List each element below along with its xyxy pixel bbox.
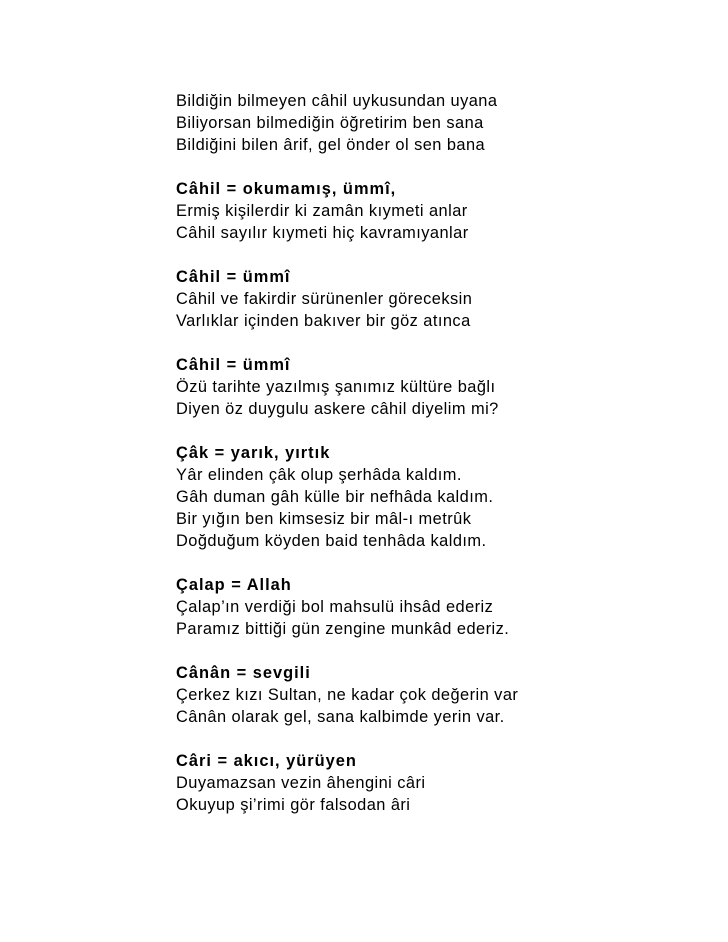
verse-line: Diyen öz duygulu askere câhil diyelim mi?	[176, 400, 499, 418]
glossary-entry-calap	[176, 574, 696, 640]
verse-line: Çerkez kızı Sultan, ne kadar çok değerin var	[176, 686, 519, 704]
entry-heading: Çalap = Allah	[176, 576, 292, 594]
verse-line: Bir yığın ben kimsesiz bir mâl-ı metrûk	[176, 510, 472, 528]
verse-line: Doğduğum köyden baid tenhâda kaldım.	[176, 532, 487, 550]
verse-line: Yâr elinden çâk olup şerhâda kaldım.	[176, 466, 462, 484]
entry-heading: Câri = akıcı, yürüyen	[176, 752, 357, 770]
glossary-entry-cahil-3	[176, 354, 696, 420]
verse-line: Duyamazsan vezin âhengini câri	[176, 774, 426, 792]
verse-line: Bildiğin bilmeyen câhil uykusundan uyana	[176, 92, 498, 110]
entry-heading: Câhil = ümmî	[176, 356, 291, 374]
entry-heading: Cânân = sevgili	[176, 664, 311, 682]
verse-line: Câhil ve fakirdir sürünenler göreceksin	[176, 290, 473, 308]
document-page	[176, 90, 696, 838]
glossary-entry-cak	[176, 442, 696, 552]
entry-heading: Câhil = okumamış, ümmî,	[176, 180, 397, 198]
verse-line: Biliyorsan bilmediğin öğretirim ben sana	[176, 114, 484, 132]
glossary-entry-cahil-1	[176, 178, 696, 244]
entry-heading: Câhil = ümmî	[176, 268, 291, 286]
verse-line: Câhil sayılır kıymeti hiç kavramıyanlar	[176, 224, 469, 242]
glossary-entry-canan	[176, 662, 696, 728]
verse-line: Bildiğini bilen ârif, gel önder ol sen bana	[176, 136, 486, 154]
verse-line: Cânân olarak gel, sana kalbimde yerin var.	[176, 708, 505, 726]
verse-line: Ermiş kişilerdir ki zamân kıymeti anlar	[176, 202, 468, 220]
verse-line: Okuyup şi’rimi gör falsodan âri	[176, 796, 411, 814]
verse-line: Varlıklar içinden bakıver bir göz atınca	[176, 312, 471, 330]
verse-line: Paramız bittiği gün zengine munkâd ederiz.	[176, 620, 510, 638]
entry-heading: Çâk = yarık, yırtık	[176, 444, 331, 462]
verse-line: Gâh duman gâh külle bir nefhâda kaldım.	[176, 488, 494, 506]
glossary-entry-cahil-2	[176, 266, 696, 332]
verse-block-intro	[176, 90, 696, 156]
verse-line: Çalap’ın verdiği bol mahsulü ihsâd ederiz	[176, 598, 494, 616]
glossary-entry-cari	[176, 750, 696, 816]
verse-line: Özü tarihte yazılmış şanımız kültüre bağlı	[176, 378, 496, 396]
